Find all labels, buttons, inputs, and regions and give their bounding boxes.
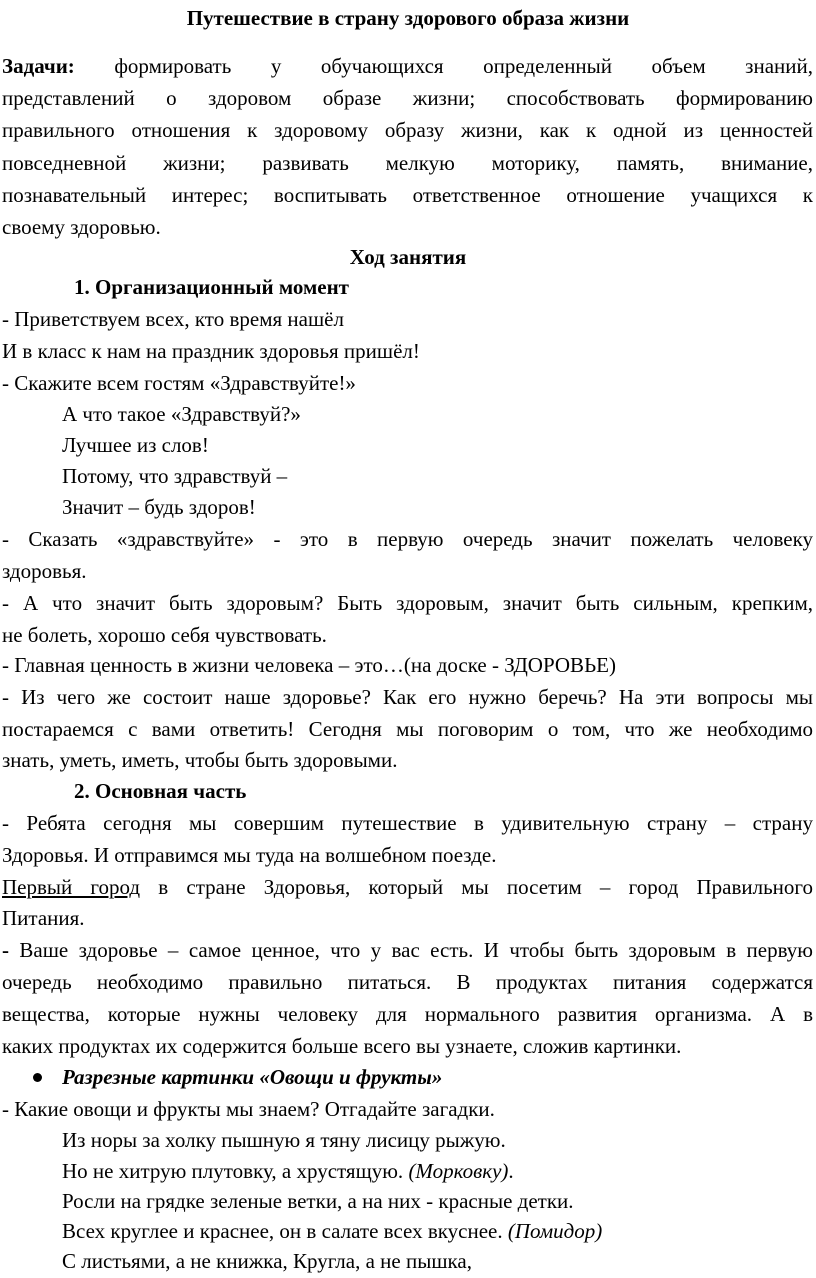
- text-line: - Какие овощи и фрукты мы знаем? Отгадайте загадки.: [2, 1097, 495, 1121]
- text-line: - Ребята сегодня мы совершим путешествие в удивительную страну – страну: [2, 811, 813, 835]
- text-line: - Главная ценность в жизни человека – это…(на доске - ЗДОРОВЬЕ): [2, 653, 616, 677]
- text-line: - А что значит быть здоровым? Быть здоровым, значит быть сильным, крепким,: [2, 591, 813, 615]
- tasks-label: Задачи:: [2, 54, 75, 78]
- tasks-line: представлений о здоровом образе жизни; способствовать формированию: [2, 86, 813, 110]
- tasks-line: повседневной жизни; развивать мелкую моторику, память, внимание,: [2, 151, 813, 175]
- section-title: Основная часть: [95, 779, 247, 803]
- riddle-answer: (Помидор): [507, 1219, 603, 1243]
- text-line: Здоровья. И отправимся мы туда на волшебном поезде.: [2, 843, 497, 867]
- riddle-line: [62, 1156, 816, 1186]
- poem-line: Потому, что здравствуй –: [62, 464, 288, 488]
- text-line: не болеть, хорошо себя чувствовать.: [2, 623, 327, 647]
- lesson-heading: Ход занятия: [349, 245, 467, 269]
- section-heading: [74, 776, 774, 806]
- text-line: - Приветствуем всех, кто время нашёл: [2, 307, 344, 331]
- riddle-line: [62, 1216, 816, 1246]
- poem-line: А что такое «Здравствуй?»: [62, 402, 301, 426]
- text-line: И в класс к нам на праздник здоровья пришёл!: [2, 339, 420, 363]
- text-line: вещества, которые нужны человеку для нормального развития организма. А в: [2, 1002, 813, 1026]
- text-line: знать, уметь, иметь, чтобы быть здоровыми.: [2, 748, 398, 772]
- riddle-answer: (Морковку): [408, 1159, 509, 1183]
- bullet-icon: [33, 1073, 42, 1082]
- city-underlined: Первый город: [2, 875, 141, 899]
- text-line: - Из чего же состоит наше здоровье? Как его нужно беречь? На эти вопросы мы: [2, 685, 813, 709]
- text-line: - Сказать «здравствуйте» - это в первую очередь значит пожелать человеку: [2, 527, 813, 551]
- section-title: Организационный момент: [95, 275, 349, 299]
- poem-line: Значит – будь здоров!: [62, 495, 256, 519]
- tasks-line: [2, 51, 813, 81]
- tasks-text: формировать у обучающихся определенный объем знаний,: [114, 54, 813, 78]
- document-title: Путешествие в страну здорового образа жизни: [186, 6, 630, 30]
- riddle-text: Всех круглее и краснее, он в салате всех вкуснее.: [62, 1219, 508, 1243]
- city-text: в стране Здоровья, который мы посетим – город Правильного: [140, 875, 813, 899]
- riddle-end: .: [508, 1159, 514, 1183]
- riddle-line: Из норы за холку пышную я тяну лисицу рыжую.: [62, 1128, 506, 1152]
- section-heading: [74, 272, 774, 302]
- text-line: постараемся с вами ответить! Сегодня мы поговорим о том, что же необходимо: [2, 717, 813, 741]
- tasks-line: своему здоровью.: [2, 215, 161, 239]
- text-line: Питания.: [2, 906, 85, 930]
- bullet-title: Разрезные картинки «Овощи и фрукты»: [62, 1065, 443, 1089]
- text-line: здоровья.: [2, 559, 87, 583]
- section-number: 1.: [74, 275, 90, 299]
- text-line: очередь необходимо правильно питаться. В продуктах питания содержатся: [2, 970, 813, 994]
- nutrition-text: Ваше здоровье – самое ценное, что у вас есть. И чтобы быть здоровым в первую: [9, 938, 813, 962]
- dash: -: [2, 938, 9, 962]
- tasks-line: познавательный интерес; воспитывать ответственное отношение учащихся к: [2, 183, 813, 207]
- riddle-text: Но не хитрую плутовку, а хрустящую.: [62, 1159, 409, 1183]
- section-number: 2.: [74, 779, 90, 803]
- nutrition-line: [2, 935, 813, 965]
- riddle-line: С листьями, а не книжка, Кругла, а не пышка,: [62, 1249, 472, 1273]
- city-line: [2, 872, 813, 902]
- tasks-line: правильного отношения к здоровому образу жизни, как к одной из ценностей: [2, 118, 813, 142]
- text-line: - Скажите всем гостям «Здравствуйте!»: [2, 371, 356, 395]
- riddle-line: Росли на грядке зеленые ветки, а на них - красные детки.: [62, 1189, 574, 1213]
- poem-line: Лучшее из слов!: [62, 433, 209, 457]
- text-line: каких продуктах их содержится больше всего вы узнаете, сложив картинки.: [2, 1034, 682, 1058]
